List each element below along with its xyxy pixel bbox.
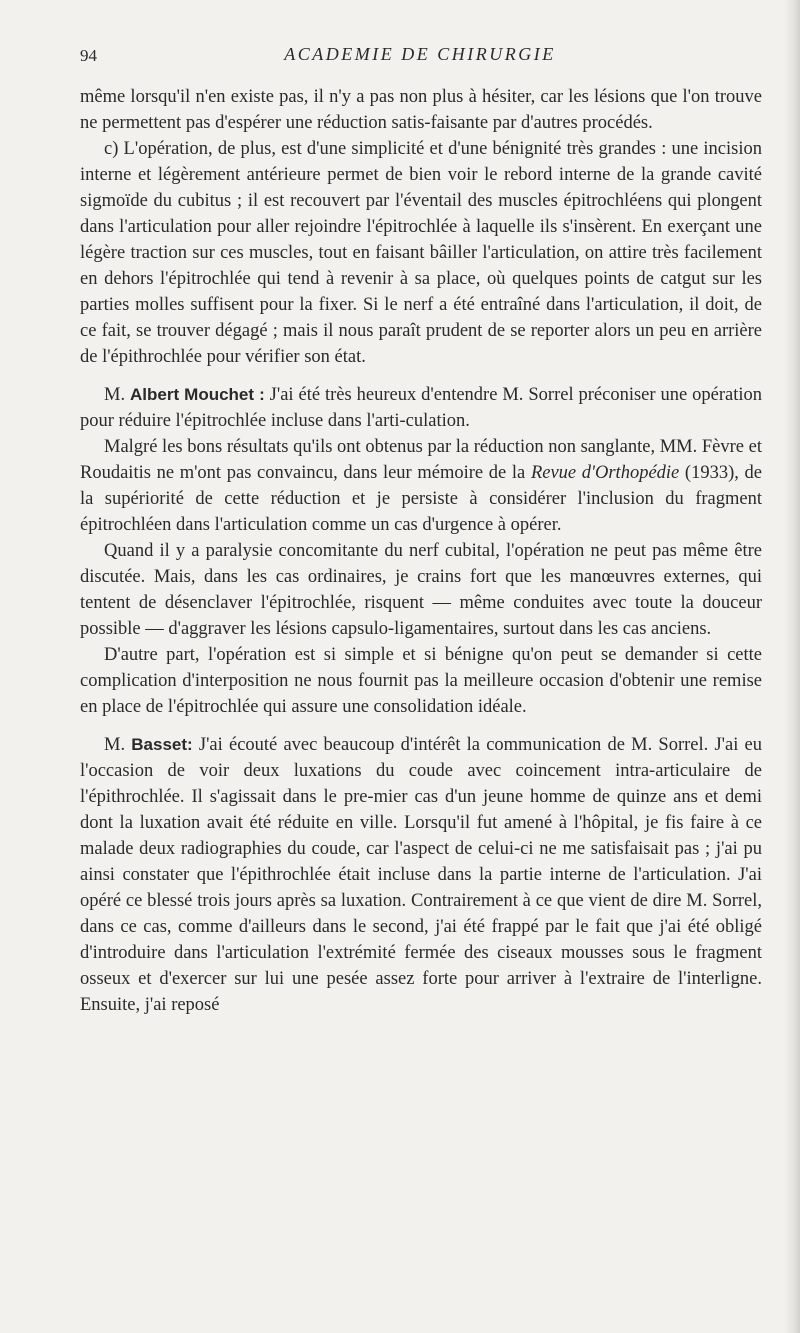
paragraph-text: J'ai écouté avec beaucoup d'intérêt la communication de M. Sorrel. J'ai eu l'occasion de voir deux luxations du coude avec coincement intra-articulaire de l'épithrochlée. Il s'agissait dans le pre-mier cas d'un jeune homme de quinze ans et demi dont la luxation avait été réduite en ville. Lorsqu'il fut amené à l'hôpital, je fis faire à ce malade deux radiographies du coude, car l'aspect de celui-ci ne me satisfaisait pas ; j'ai pu ainsi constater que l'épithrochlée était incluse dans la partie interne de l'articulation. J'ai opéré ce blessé trois jours après sa luxation. Contrairement à ce que vient de dire M. Sorrel, dans ce cas, comme d'ailleurs dans le second, j'ai été frappé par le fait que j'ai été obligé d'introduire dans l'articulation l'extrémité fermée des ciseaux mousses sous le fragment osseux et d'exercer sur lui une pesée assez forte pour arriver à l'extraire de l'interligne. Ensuite, j'ai reposé xyxy=(80,735,762,1015)
paragraph-simple-operation xyxy=(80,642,762,720)
paragraph-mouchet xyxy=(80,382,762,434)
paragraph-text: Quand il y a paralysie concomitante du nerf cubital, l'opération ne peut pas même être discutée. Mais, dans les cas ordinaires, je crains fort que les manœuvres externes, qui tentent de désenclaver l'épitrochlée, risquent — même conduites avec toute la douceur possible — d'aggraver les lésions capsulo-ligamentaires, surtout dans les cas anciens. xyxy=(80,541,762,639)
page-header xyxy=(80,44,760,72)
speaker-name: Albert Mouchet : xyxy=(130,385,265,404)
paragraph-text: J'ai été très heureux d'entendre M. Sorrel préconiser une opération pour réduire l'épitrochlée incluse dans l'arti-culation. xyxy=(80,385,763,431)
paragraph-operation xyxy=(80,136,762,370)
paragraph-continuation xyxy=(80,84,762,136)
paragraph-text: D'autre part, l'opération est si simple et si bénigne qu'on peut se demander si cette complication d'interposition ne nous fournit pas la meilleure occasion d'obtenir une remise en place de l'épitrochlée qui assure une consolidation idéale. xyxy=(80,645,762,717)
speaker-prefix: M. xyxy=(104,385,131,405)
page-number: 94 xyxy=(80,46,97,65)
paragraph-text: (1933), de la supériorité de cette réduction et je persiste à considérer l'inclusion du fragment épitrochléen dans l'articulation comme un cas d'urgence à opérer. xyxy=(80,463,763,535)
page-edge-shadow xyxy=(784,0,800,1333)
speaker-prefix: M. xyxy=(104,735,132,755)
body-text xyxy=(80,84,762,1018)
journal-title: Revue d'Orthopédie xyxy=(530,463,680,483)
paragraph-reduction xyxy=(80,434,762,538)
speaker-name: Basset: xyxy=(131,735,193,754)
paragraph-paralysis xyxy=(80,538,762,642)
paragraph-text: même lorsqu'il n'en existe pas, il n'y a pas non plus à hésiter, car les lésions que l'on trouve ne permettent pas d'espérer une réduction satis-faisante par d'autres procédés. xyxy=(80,87,762,133)
running-title: ACADEMIE DE CHIRURGIE xyxy=(284,44,556,64)
paragraph-text: Malgré les bons résultats qu'ils ont obtenus par la réduction non sanglante, MM. Fèvre et Roudaitis ne m'ont pas convaincu, dans leur mémoire de la xyxy=(80,437,762,483)
paragraph-text: c) L'opération, de plus, est d'une simplicité et d'une bénignité très grandes : une incision interne et légèrement antérieure permet de bien voir le rebord interne de la grande cavité sigmoïde du cubitus ; il est recouvert par l'éventail des muscles épitrochléens qui plongent dans l'articulation pour aller rejoindre l'épitrochlée à laquelle ils s'insèrent. En exerçant une légère traction sur ces muscles, tout en faisant bâiller l'articulation, on attire très facilement en dehors l'épitrochlée qui tend à revenir à sa place, où quelques points de catgut sur les parties molles suffisent pour la fixer. Si le nerf a été entraîné dans l'articulation, il doit, de ce fait, se trouver dégagé ; mais il nous paraît prudent de se reporter alors un peu en arrière de l'épithrochlée pour vérifier son état. xyxy=(80,139,762,367)
paragraph-basset xyxy=(80,732,762,1018)
